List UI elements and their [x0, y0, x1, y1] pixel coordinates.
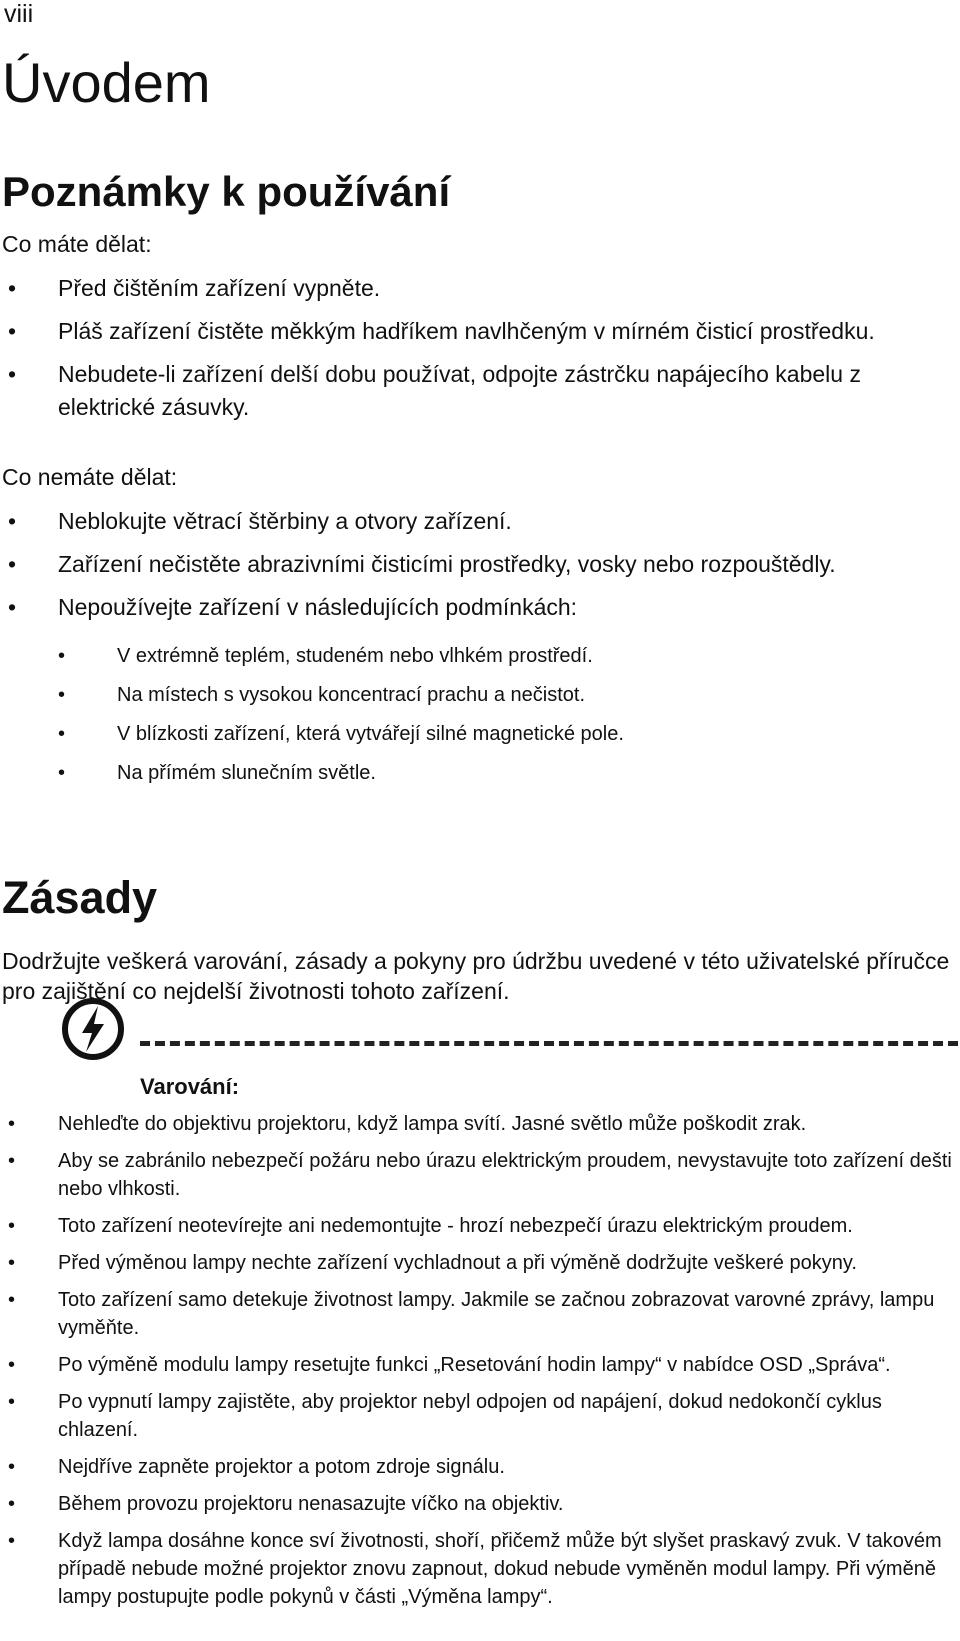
chapter-title: Úvodem	[2, 51, 211, 114]
warning-divider	[140, 1041, 958, 1046]
bullet: •	[8, 275, 17, 301]
bullet: •	[8, 1530, 16, 1552]
list-item: • Toto zařízení samo detekuje životnost lampy. Jakmile se začnou zobrazovat varovné zprávy, lampu vyměňte.	[0, 1286, 958, 1342]
list-item: • Nebudete-li zařízení delší dobu používat, odpojte zástrčku napájecího kabelu z elektrické zásuvky.	[0, 358, 958, 424]
list-item: • Během provozu projektoru nenasazujte víčko na objektiv.	[0, 1490, 958, 1518]
list-item: • Na přímém slunečním světle.	[0, 757, 958, 790]
bullet: •	[8, 318, 17, 344]
bullet: •	[58, 645, 66, 667]
bullet: •	[8, 508, 17, 534]
page-number: viii	[4, 0, 34, 28]
bullet: •	[8, 1113, 16, 1135]
warning-list	[0, 1110, 958, 1620]
notes-section-title: Poznámky k používání	[2, 168, 451, 215]
bullet: •	[8, 1391, 16, 1413]
list-item: • V blízkosti zařízení, která vytvářejí silné magnetické pole.	[0, 718, 958, 751]
list-item: • Na místech s vysokou koncentrací prachu a nečistot.	[0, 679, 958, 712]
warning-label: Varování:	[140, 1074, 240, 1099]
do-label: Co máte dělat:	[2, 231, 152, 257]
list-item: • Toto zařízení neotevírejte ani nedemontujte - hrozí nebezpečí úrazu elektrickým proudem.	[0, 1212, 958, 1240]
list-item: • Nehleďte do objektivu projektoru, když lampa svítí. Jasné světlo může poškodit zrak.	[0, 1110, 958, 1138]
rules-intro: Dodržujte veškerá varování, zásady a pokyny pro údržbu uvedené v této uživatelské příručce pro zajištění co nejdelší životnosti tohoto zařízení.	[2, 948, 950, 1004]
bullet: •	[8, 1493, 16, 1515]
bullet: •	[58, 684, 66, 706]
list-item: • Nejdříve zapněte projektor a potom zdroje signálu.	[0, 1453, 958, 1481]
list-item: • Před výměnou lampy nechte zařízení vychladnout a při výměně dodržujte veškeré pokyny.	[0, 1249, 958, 1277]
dont-label: Co nemáte dělat:	[2, 464, 178, 490]
list-item: • Po výměně modulu lampy resetujte funkci „Resetování hodin lampy“ v nabídce OSD „Správa“.	[0, 1351, 958, 1379]
list-item: • Po vypnutí lampy zajistěte, aby projektor nebyl odpojen od napájení, dokud nedokončí cyklus chlazení.	[0, 1388, 958, 1444]
bullet: •	[8, 1150, 16, 1172]
list-item: • Pláš zařízení čistěte měkkým hadříkem navlhčeným v mírném čisticí prostředku.	[0, 315, 958, 348]
bullet: •	[8, 594, 17, 620]
do-list	[0, 272, 958, 424]
bullet: •	[8, 361, 17, 387]
bullet: •	[8, 1289, 16, 1311]
dont-list	[0, 505, 958, 790]
rules-section-title: Zásady	[2, 872, 158, 923]
list-item: • Zařízení nečistěte abrazivními čisticími prostředky, vosky nebo rozpouštědly.	[0, 548, 958, 581]
list-item: • Před čištěním zařízení vypněte.	[0, 272, 958, 305]
bullet: •	[8, 1252, 16, 1274]
list-item: • Neblokujte větrací štěrbiny a otvory zařízení.	[0, 505, 958, 538]
list-item: • Nepoužívejte zařízení v následujících podmínkách:	[0, 591, 958, 624]
bullet: •	[8, 551, 17, 577]
lightning-warning-icon	[60, 996, 126, 1062]
bullet: •	[58, 762, 66, 784]
bullet: •	[8, 1456, 16, 1478]
bullet: •	[58, 723, 66, 745]
list-item: • Aby se zabránilo nebezpečí požáru nebo úrazu elektrickým proudem, nevystavujte toto zařízení dešti nebo vlhkosti.	[0, 1147, 958, 1203]
bullet: •	[8, 1215, 16, 1237]
bullet: •	[8, 1354, 16, 1376]
list-item: • V extrémně teplém, studeném nebo vlhkém prostředí.	[0, 640, 958, 673]
list-item: • Když lampa dosáhne konce sví životnosti, shoří, přičemž může být slyšet praskavý zvuk. V takovém případě nebude možné projektor znovu zapnout, dokud nebude vyměněn modul lampy. Při výměně lampy postupujte podle pokynů v části „Výměna lampy“.	[0, 1527, 958, 1611]
